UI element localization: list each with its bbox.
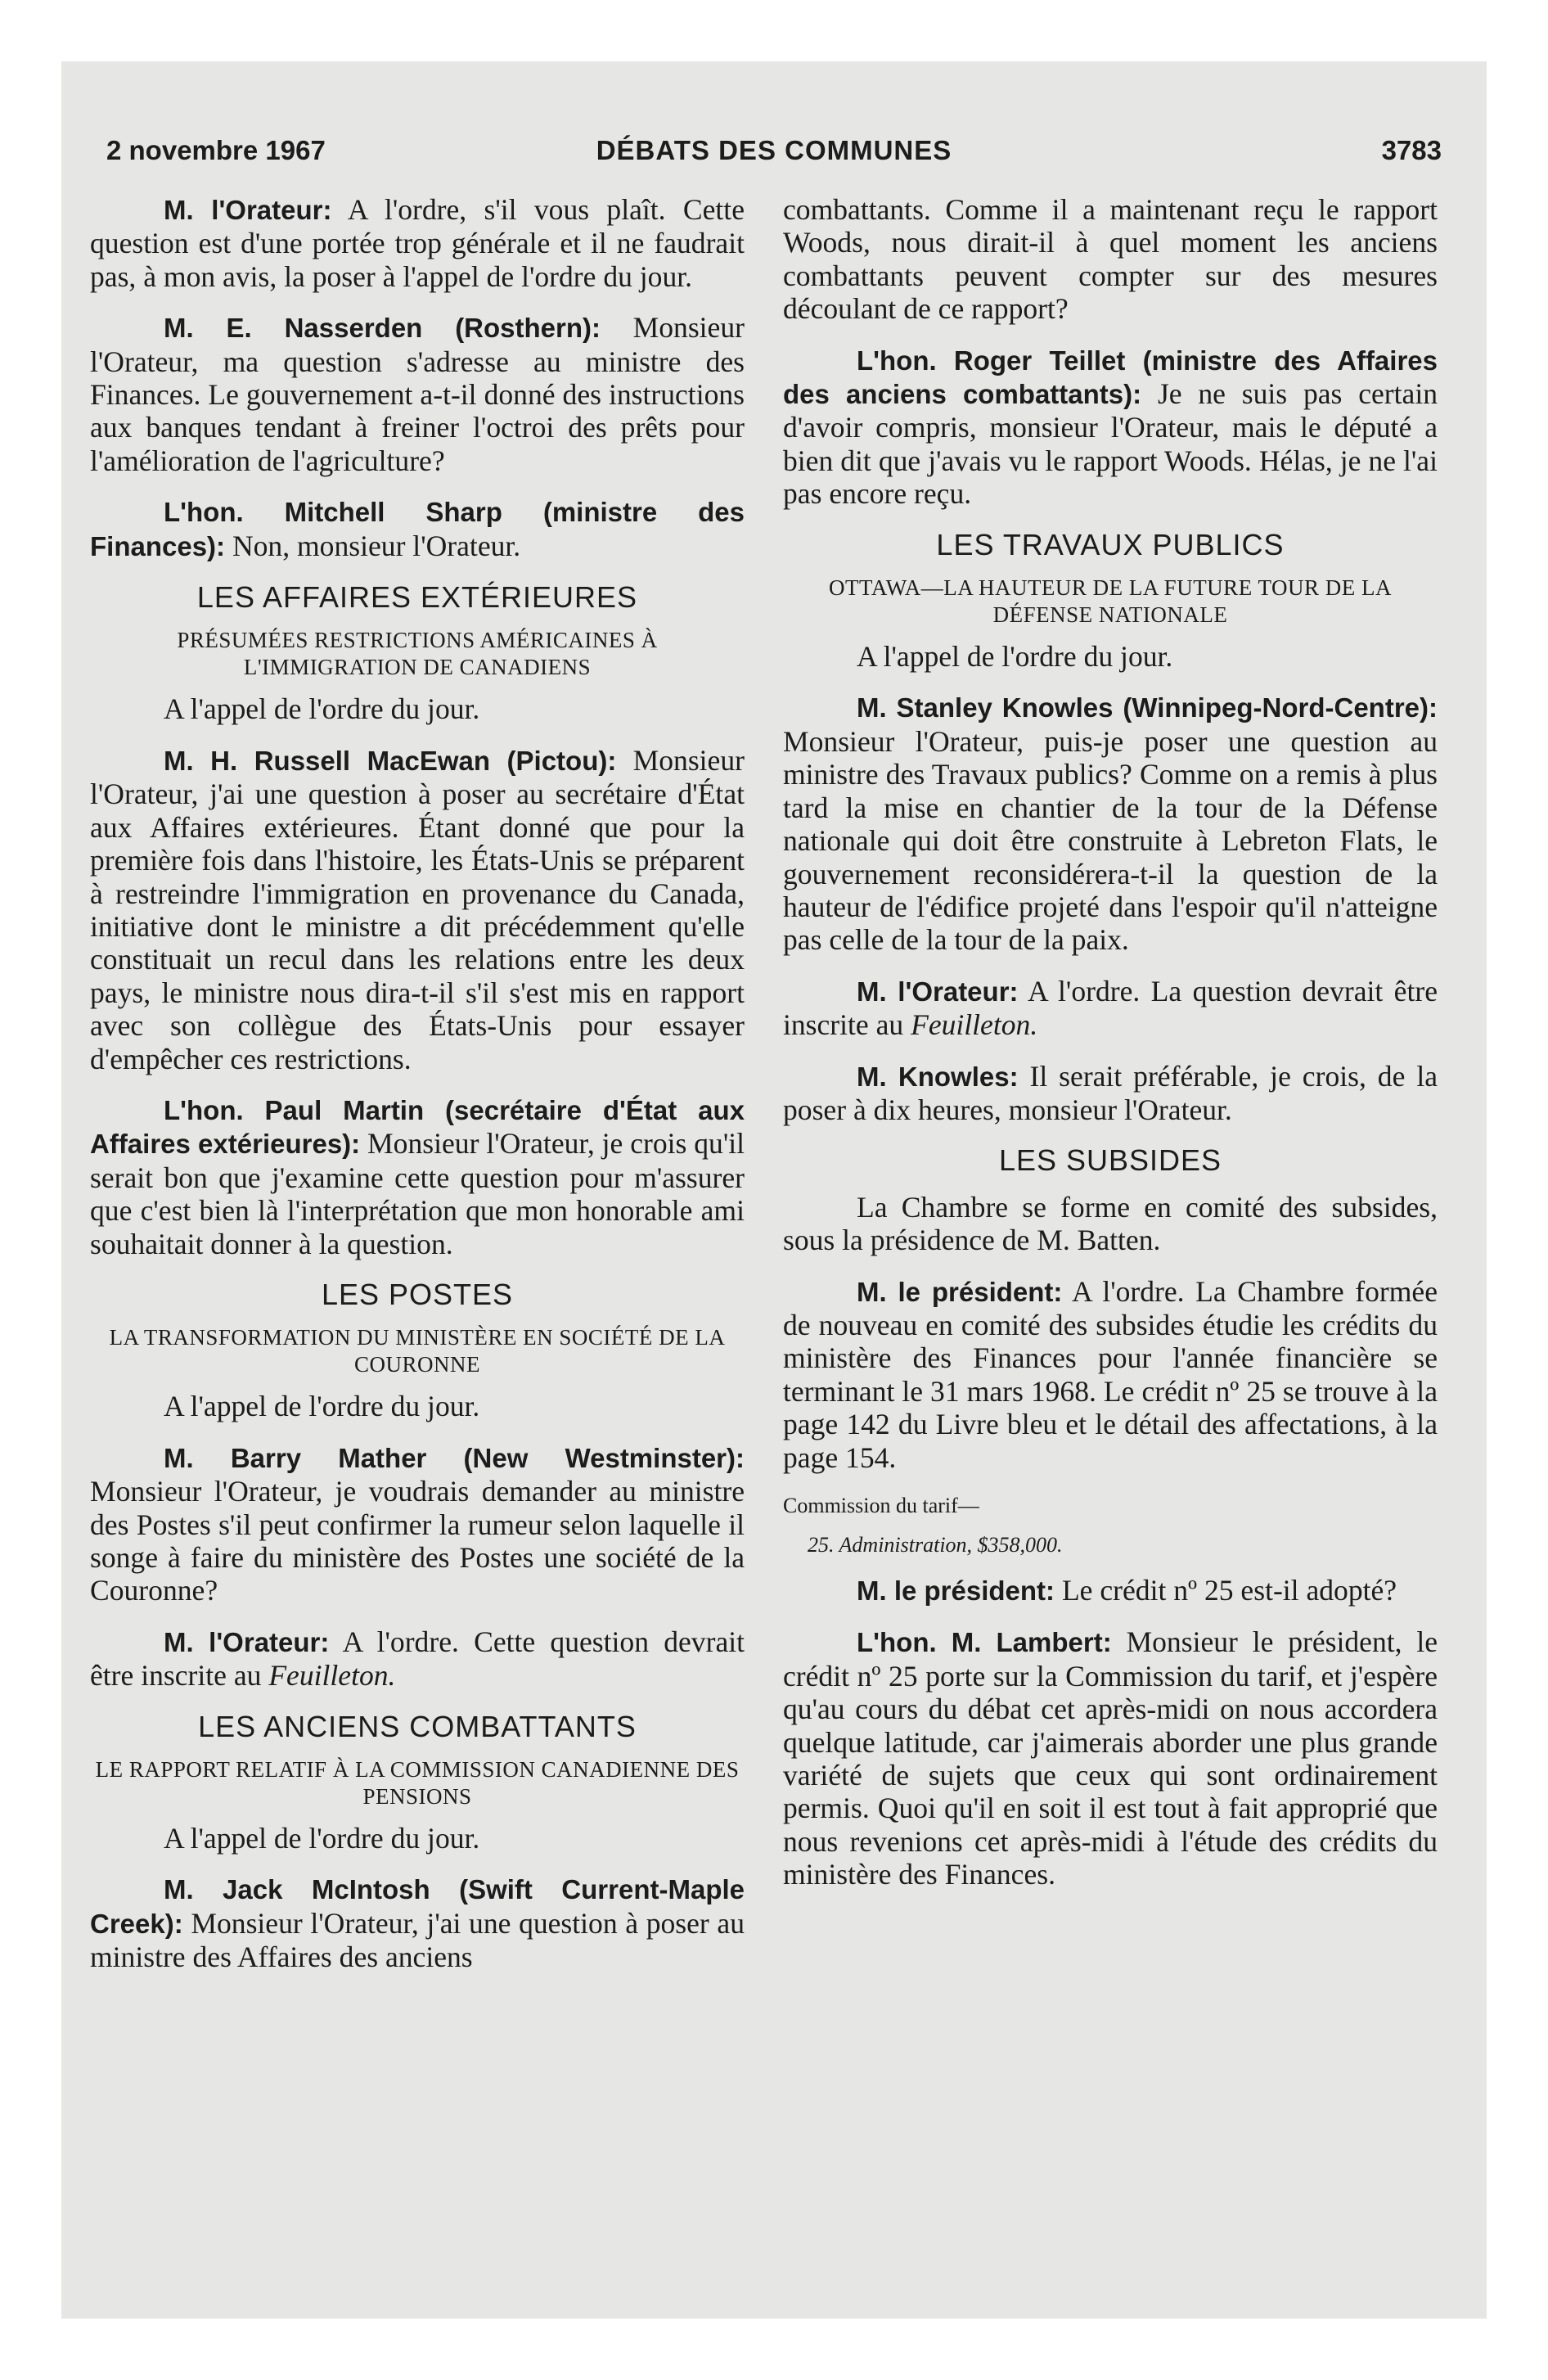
speaker-name: L'hon. M. Lambert: bbox=[857, 1627, 1112, 1658]
speech-text: Monsieur l'Orateur, j'ai une question à poser au secrétaire d'État aux Affaires extérieures. Étant donné que pour la première fois dans l'histoire, les États-Unis se préparent à restreindre l'immigration en provenance du Canada, initiative dont le ministre a dit précédemment qu'elle constituait un recul dans les relations entre les deux pays, le ministre nous dira-t-il s'il s'est mis en rapport avec son collègue des États-Unis pour essayer d'empêcher ces restrictions. bbox=[90, 743, 745, 1075]
speaker-name: L'hon. Mitchell Sharp (ministre des Finances): bbox=[90, 497, 745, 561]
speaker-name: L'hon. Paul Martin (secrétaire d'État aux Affaires extérieures): bbox=[90, 1094, 745, 1160]
speaker-name: M. E. Nasserden (Rosthern): bbox=[164, 313, 601, 344]
speech-text: Monsieur l'Orateur, je crois qu'il serait bon que j'examine cette question pour m'assurer que c'est bien là l'interprétation que mon honorable ami souhaitait donner à la question. bbox=[90, 1127, 745, 1260]
paragraph bbox=[783, 1275, 1438, 1474]
header-date: 2 novembre 1967 bbox=[106, 135, 326, 165]
paragraph bbox=[783, 691, 1438, 956]
section-heading: LES AFFAIRES EXTÉRIEURES bbox=[196, 580, 638, 615]
feuilleton-italic: Feuilleton. bbox=[268, 1659, 396, 1693]
section-subheading: LA TRANSFORMATION DU MINISTÈRE EN SOCIÉTÉ DE LA COURONNE bbox=[109, 1325, 726, 1377]
paragraph bbox=[90, 1625, 745, 1693]
section-heading: LES POSTES bbox=[321, 1277, 514, 1311]
speaker-name: M. H. Russell MacEwan (Pictou): bbox=[164, 745, 617, 776]
section-subheading: OTTAWA—LA HAUTEUR DE LA FUTURE TOUR DE LA DÉFENSE NATIONALE bbox=[829, 575, 1392, 628]
paragraph bbox=[90, 744, 745, 1075]
paragraph bbox=[783, 975, 1438, 1042]
speaker-name: M. l'Orateur: bbox=[857, 976, 1019, 1007]
speaker-name: M. Stanley Knowles (Winnipeg-Nord-Centre): bbox=[857, 692, 1438, 723]
section-heading: LES ANCIENS COMBATTANTS bbox=[198, 1709, 637, 1743]
speech-text: Il serait préférable, je crois, de la poser à dix heures, monsieur l'Orateur. bbox=[783, 1059, 1438, 1126]
speech-text: A l'ordre. Cette question devrait être inscrite au bbox=[90, 1625, 745, 1693]
speaker-name: M. l'Orateur: bbox=[164, 1626, 330, 1657]
speech-text: Non, monsieur l'Orateur. bbox=[225, 529, 521, 562]
page-header bbox=[106, 135, 1442, 173]
paragraph: combattants. Comme il a maintenant reçu le rapport Woods, nous dirait-il à quel moment les anciens combattants peuvent compter sur des mesures découlant de ce rapport? bbox=[783, 193, 1438, 326]
speaker-name: M. l'Orateur: bbox=[164, 195, 332, 225]
speaker-name: M. Jack McIntosh (Swift Current-Maple Creek): bbox=[90, 1874, 745, 1939]
speaker-name: M. le président: bbox=[857, 1276, 1063, 1307]
paragraph bbox=[90, 1093, 745, 1260]
speech-text: A l'ordre. La Chambre formée de nouveau en comité des subsides étudie les crédits du ministère des Finances pour l'année financière se terminant le 31 mars 1968. Le crédit nº 25 se trouve à la page 142 du Livre bleu et le détail des affectations, à la page 154. bbox=[783, 1274, 1438, 1474]
speech-text: Monsieur le président, le crédit nº 25 porte sur la Commission du tarif, et j'espère qu'au cours du débat cet après-midi on nous accordera quelque latitude, car j'aimerais aborder une plus grande variété de sujets que ceux qui sont ordinairement permis. Quoi qu'il en soit il est tout à fait approprié que nous revenions cet après-midi à l'étude des crédits du ministère des Finances. bbox=[783, 1625, 1438, 1891]
section-heading: LES TRAVAUX PUBLICS bbox=[936, 527, 1285, 561]
speech-text: Monsieur l'Orateur, j'ai une question à poser au ministre des Affaires des anciens bbox=[90, 1906, 745, 1974]
order-of-day: A l'appel de l'ordre du jour. bbox=[857, 640, 1173, 674]
speech-text: Le crédit nº 25 est-il adopté? bbox=[1055, 1574, 1397, 1607]
paragraph bbox=[783, 1574, 1438, 1607]
speech-text: A l'ordre. La question devrait être inscrite au bbox=[783, 974, 1438, 1042]
left-column bbox=[90, 193, 745, 1992]
section-heading: LES SUBSIDES bbox=[998, 1143, 1222, 1178]
motion-item: 25. Administration, $358,000. bbox=[808, 1533, 1063, 1557]
paragraph bbox=[90, 1441, 745, 1607]
speaker-name: M. Barry Mather (New Westminster): bbox=[164, 1442, 745, 1473]
paragraph bbox=[783, 344, 1438, 511]
header-title: DÉBATS DES COMMUNES bbox=[596, 135, 952, 165]
speech-text: Monsieur l'Orateur, ma question s'adresse au ministre des Finances. Le gouvernement a-t-il donné des instructions aux banques tendant à freiner l'octroi des prêts pour l'amélioration de l'agriculture? bbox=[90, 311, 745, 477]
motion-heading: Commission du tarif— bbox=[783, 1494, 979, 1517]
paragraph bbox=[90, 495, 745, 563]
paragraph: La Chambre se forme en comité des subsides, sous la présidence de M. Batten. bbox=[783, 1190, 1438, 1257]
header-page-number: 3783 bbox=[1381, 135, 1442, 165]
order-of-day: A l'appel de l'ordre du jour. bbox=[164, 692, 480, 726]
order-of-day: A l'appel de l'ordre du jour. bbox=[164, 1822, 480, 1855]
paragraph bbox=[783, 1625, 1438, 1891]
paragraph bbox=[90, 193, 745, 293]
paragraph bbox=[783, 1060, 1438, 1127]
section-subheading: PRÉSUMÉES RESTRICTIONS AMÉRICAINES À L'IMMIGRATION DE CANADIENS bbox=[177, 628, 658, 680]
paragraph bbox=[90, 1873, 745, 1973]
right-column bbox=[783, 193, 1438, 1909]
order-of-day: A l'appel de l'ordre du jour. bbox=[164, 1390, 480, 1423]
speech-text: Je ne suis pas certain d'avoir compris, monsieur l'Orateur, mais le député a bien dit que j'avais vu le rapport Woods. Hélas, je ne l'ai pas encore reçu. bbox=[783, 377, 1438, 511]
paragraph bbox=[90, 311, 745, 477]
speaker-name: M. Knowles: bbox=[857, 1061, 1019, 1092]
speaker-name: L'hon. Roger Teillet (ministre des Affaires des anciens combattants): bbox=[783, 345, 1438, 410]
feuilleton-italic: Feuilleton. bbox=[911, 1008, 1038, 1042]
speaker-name: M. le président: bbox=[857, 1575, 1055, 1606]
speech-text: Monsieur l'Orateur, puis-je poser une question au ministre des Travaux publics? Comme on a remis à plus tard la mise en chantier de la tour de la Défense nationale qui doit être construite à Lebreton Flats, le gouvernement reconsidérera-t-il la question de la hauteur de l'édifice projeté dans l'espoir qu'il n'atteigne pas celle de la tour de la paix. bbox=[783, 724, 1438, 957]
section-subheading: LE RAPPORT RELATIF À LA COMMISSION CANADIENNE DES PENSIONS bbox=[95, 1757, 740, 1810]
speech-text: Monsieur l'Orateur, je voudrais demander au ministre des Postes s'il peut confirmer la rumeur selon laquelle il songe à faire du ministère des Postes une société de la Couronne? bbox=[90, 1475, 745, 1607]
speech-text: A l'ordre, s'il vous plaît. Cette question est d'une portée trop générale et il ne faudrait pas, à mon avis, la poser à l'appel de l'ordre du jour. bbox=[90, 193, 745, 293]
